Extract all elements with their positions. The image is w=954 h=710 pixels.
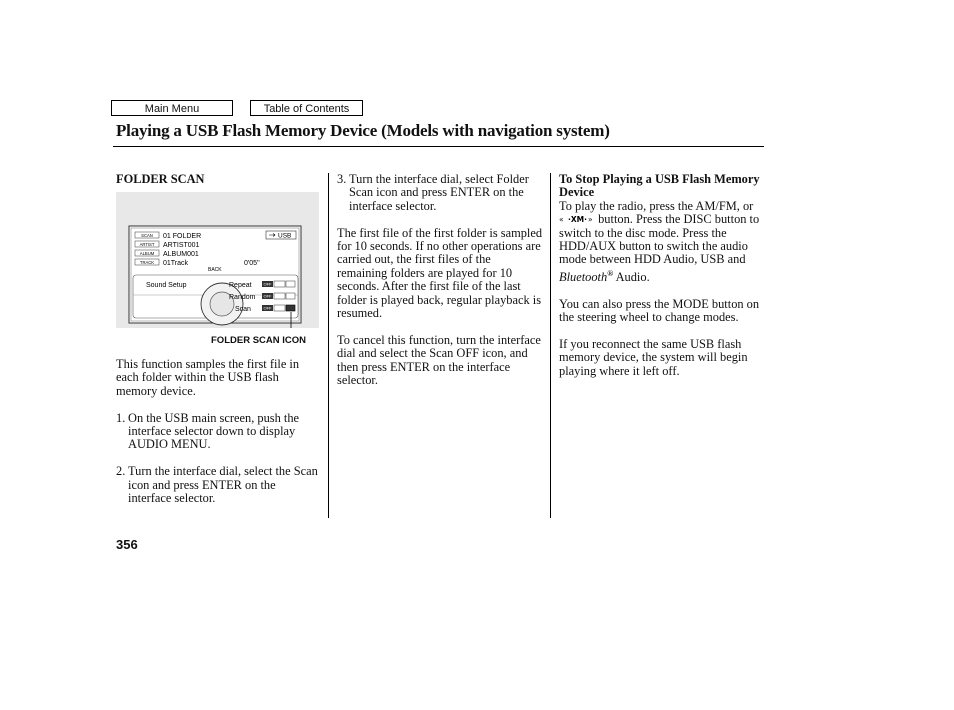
screen-off-chip-1: OFF (263, 281, 272, 287)
folder-scan-icon (286, 305, 295, 311)
stop-playing-text-a: To play the radio, press the AM/FM, or (559, 198, 754, 213)
audio-screen-illustration (116, 192, 319, 328)
step-1 (116, 412, 321, 452)
folder-scan-heading: FOLDER SCAN (116, 172, 205, 186)
column-1-text (116, 358, 321, 519)
cancel-paragraph: To cancel this function, turn the interface dial and select the Scan OFF icon, and then press ENTER on the interface selector. (337, 332, 541, 388)
sampling-paragraph: The first file of the first folder is sampled for 10 seconds. If no other operations are carried out, the first files of the remaining folders are played for 10 seconds. After the first file of the last folder is played back, regular playback is resumed. (337, 225, 543, 321)
registered-mark: ® (607, 268, 614, 278)
folder-scan-intro: This function samples the first file in each folder within the USB flash memory device. (116, 357, 300, 398)
stop-playing-paragraph (559, 200, 765, 285)
column-2 (337, 173, 543, 401)
page-number: 356 (116, 537, 138, 552)
audio-screen-graphic (116, 192, 319, 328)
step-2-number: 2. (116, 464, 126, 479)
screen-usb-label: USB (278, 232, 292, 240)
step-2-text: Turn the interface dial, select the Scan icon and press ENTER on the interface selector. (128, 464, 318, 506)
screen-tag-scan: SCAN (141, 232, 153, 238)
svg-text:»: » (588, 215, 593, 225)
screen-album-text: ALBUM001 (163, 251, 199, 258)
title-rule (113, 146, 764, 147)
step-3 (337, 173, 543, 213)
screen-track-text: 01Track (163, 260, 189, 267)
svg-text:«: « (559, 215, 564, 225)
column-3 (559, 173, 765, 392)
xm-radio-icon (559, 214, 595, 224)
screen-off-chip-3: OFF (263, 305, 272, 311)
svg-text:·XM·: ·XM· (568, 215, 587, 225)
screen-time-text: 0'05'' (244, 260, 260, 267)
screen-artist-text: ARTIST001 (163, 242, 200, 249)
mode-button-paragraph: You can also press the MODE button on the steering wheel to change modes. (559, 296, 760, 325)
bluetooth-text: Bluetooth (559, 269, 608, 284)
step-3-number: 3. (337, 172, 347, 186)
screen-random: Random (229, 294, 256, 301)
reconnect-paragraph: If you reconnect the same USB flash memory device, the system will begin playing where it left off. (559, 336, 748, 378)
column-divider-2 (550, 173, 551, 518)
step-1-number: 1. (116, 410, 126, 425)
stop-playing-text-c: Audio. (615, 269, 650, 284)
screen-tag-artist: ARTIST (139, 241, 155, 247)
step-3-text: Turn the interface dial, select Folder Scan icon and press ENTER on the interface selector. (349, 172, 529, 213)
screen-back-label: BACK (208, 267, 222, 273)
main-menu-button[interactable]: Main Menu (111, 100, 233, 116)
page-title: Playing a USB Flash Memory Device (Models with navigation system) (116, 121, 610, 140)
column-divider-1 (328, 173, 329, 518)
screen-tag-track: TRACK (139, 259, 155, 265)
table-of-contents-button[interactable]: Table of Contents (250, 100, 363, 116)
screen-off-chip-2: OFF (263, 293, 272, 299)
screen-sound-setup: Sound Setup (146, 282, 187, 289)
step-1-text: On the USB main screen, push the interface selector down to display AUDIO MENU. (128, 410, 300, 452)
step-2 (116, 465, 321, 505)
stop-playing-text-b: button. Press the DISC button to switch to the disc mode. Press the HDD/AUX button to switch the audio mode between HDD Audio, USB and (559, 212, 760, 267)
screen-scan: Scan (235, 306, 251, 313)
stop-playing-heading: To Stop Playing a USB Flash Memory Device (559, 172, 760, 200)
folder-scan-icon-caption: FOLDER SCAN ICON (211, 335, 306, 346)
screen-repeat: Repeat (229, 282, 252, 289)
screen-folder-text: 01 FOLDER (163, 233, 202, 240)
screen-tag-album: ALBUM (139, 250, 155, 256)
